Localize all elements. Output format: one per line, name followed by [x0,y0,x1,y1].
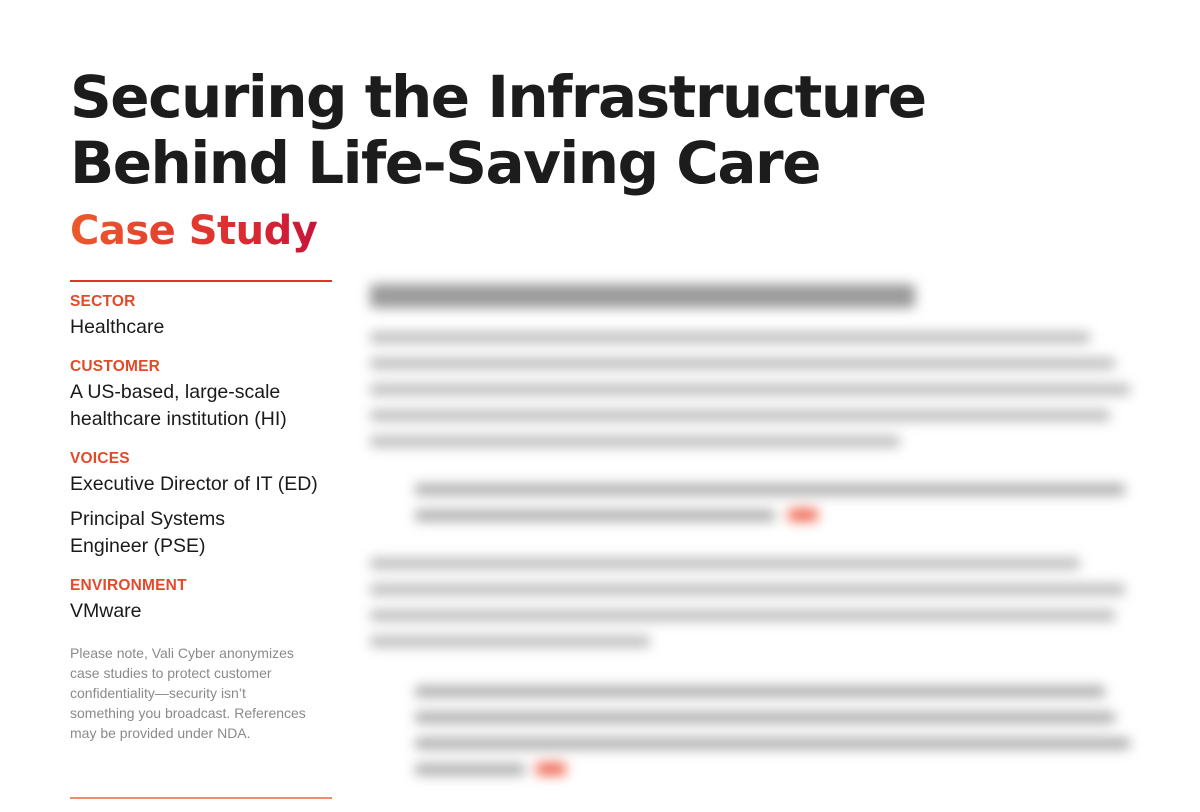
blurred-paragraph-line [370,610,1115,621]
blurred-quote-line [415,738,1130,749]
sector-label: SECTOR [70,293,136,310]
blurred-paragraph-line [370,436,900,447]
document-title-line-2: Behind Life-Saving Care [70,129,820,197]
blurred-quote-line [415,712,1115,723]
sidebar-bottom-divider [70,797,332,799]
blurred-paragraph-line [370,358,1115,369]
sector-value: Healthcare [70,316,165,338]
customer-label: CUSTOMER [70,358,161,375]
blurred-heading [370,284,915,308]
anonymization-note [70,643,345,743]
blurred-main-content [370,272,1140,812]
blurred-paragraph-line [370,558,1080,569]
note-line-3: confidentiality—security isn’t [70,685,246,701]
blurred-paragraph-line [370,410,1110,421]
sector-group [70,292,345,341]
note-line-1: Please note, Vali Cyber anonymizes [70,645,294,661]
environment-group [70,576,345,625]
environment-label: ENVIRONMENT [70,577,187,594]
voice-principal-engineer [70,506,345,560]
blurred-paragraph-line [370,384,1130,395]
document-title [70,64,926,196]
document-subtitle: Case Study [70,205,317,257]
customer-value-line-1: A US-based, large-scale [70,381,281,403]
sidebar-info-panel [70,292,345,743]
blurred-quote-attribution [536,763,566,775]
voice-2-line-2: Engineer (PSE) [70,535,206,557]
voice-executive-director: Executive Director of IT (ED) [70,473,318,495]
document-title-line-1: Securing the Infrastructure [70,63,926,131]
blurred-quote-line [415,510,775,521]
blurred-paragraph-line [370,636,650,647]
blurred-quote-line [415,686,1105,697]
note-line-2: case studies to protect customer [70,665,272,681]
environment-value: VMware [70,600,142,622]
blurred-paragraph-line [370,584,1125,595]
customer-value [70,379,345,433]
blurred-paragraph-line [370,332,1090,343]
sidebar-top-divider [70,280,332,282]
blurred-quote-line [415,764,525,775]
voices-label: VOICES [70,450,130,467]
customer-group [70,357,345,433]
note-line-4: something you broadcast. References [70,705,306,721]
blurred-quote-attribution [788,509,818,521]
customer-value-line-2: healthcare institution (HI) [70,408,287,430]
voice-2-line-1: Principal Systems [70,508,225,530]
note-line-5: may be provided under NDA. [70,725,251,741]
blurred-quote-line [415,484,1125,495]
voices-group [70,449,345,560]
